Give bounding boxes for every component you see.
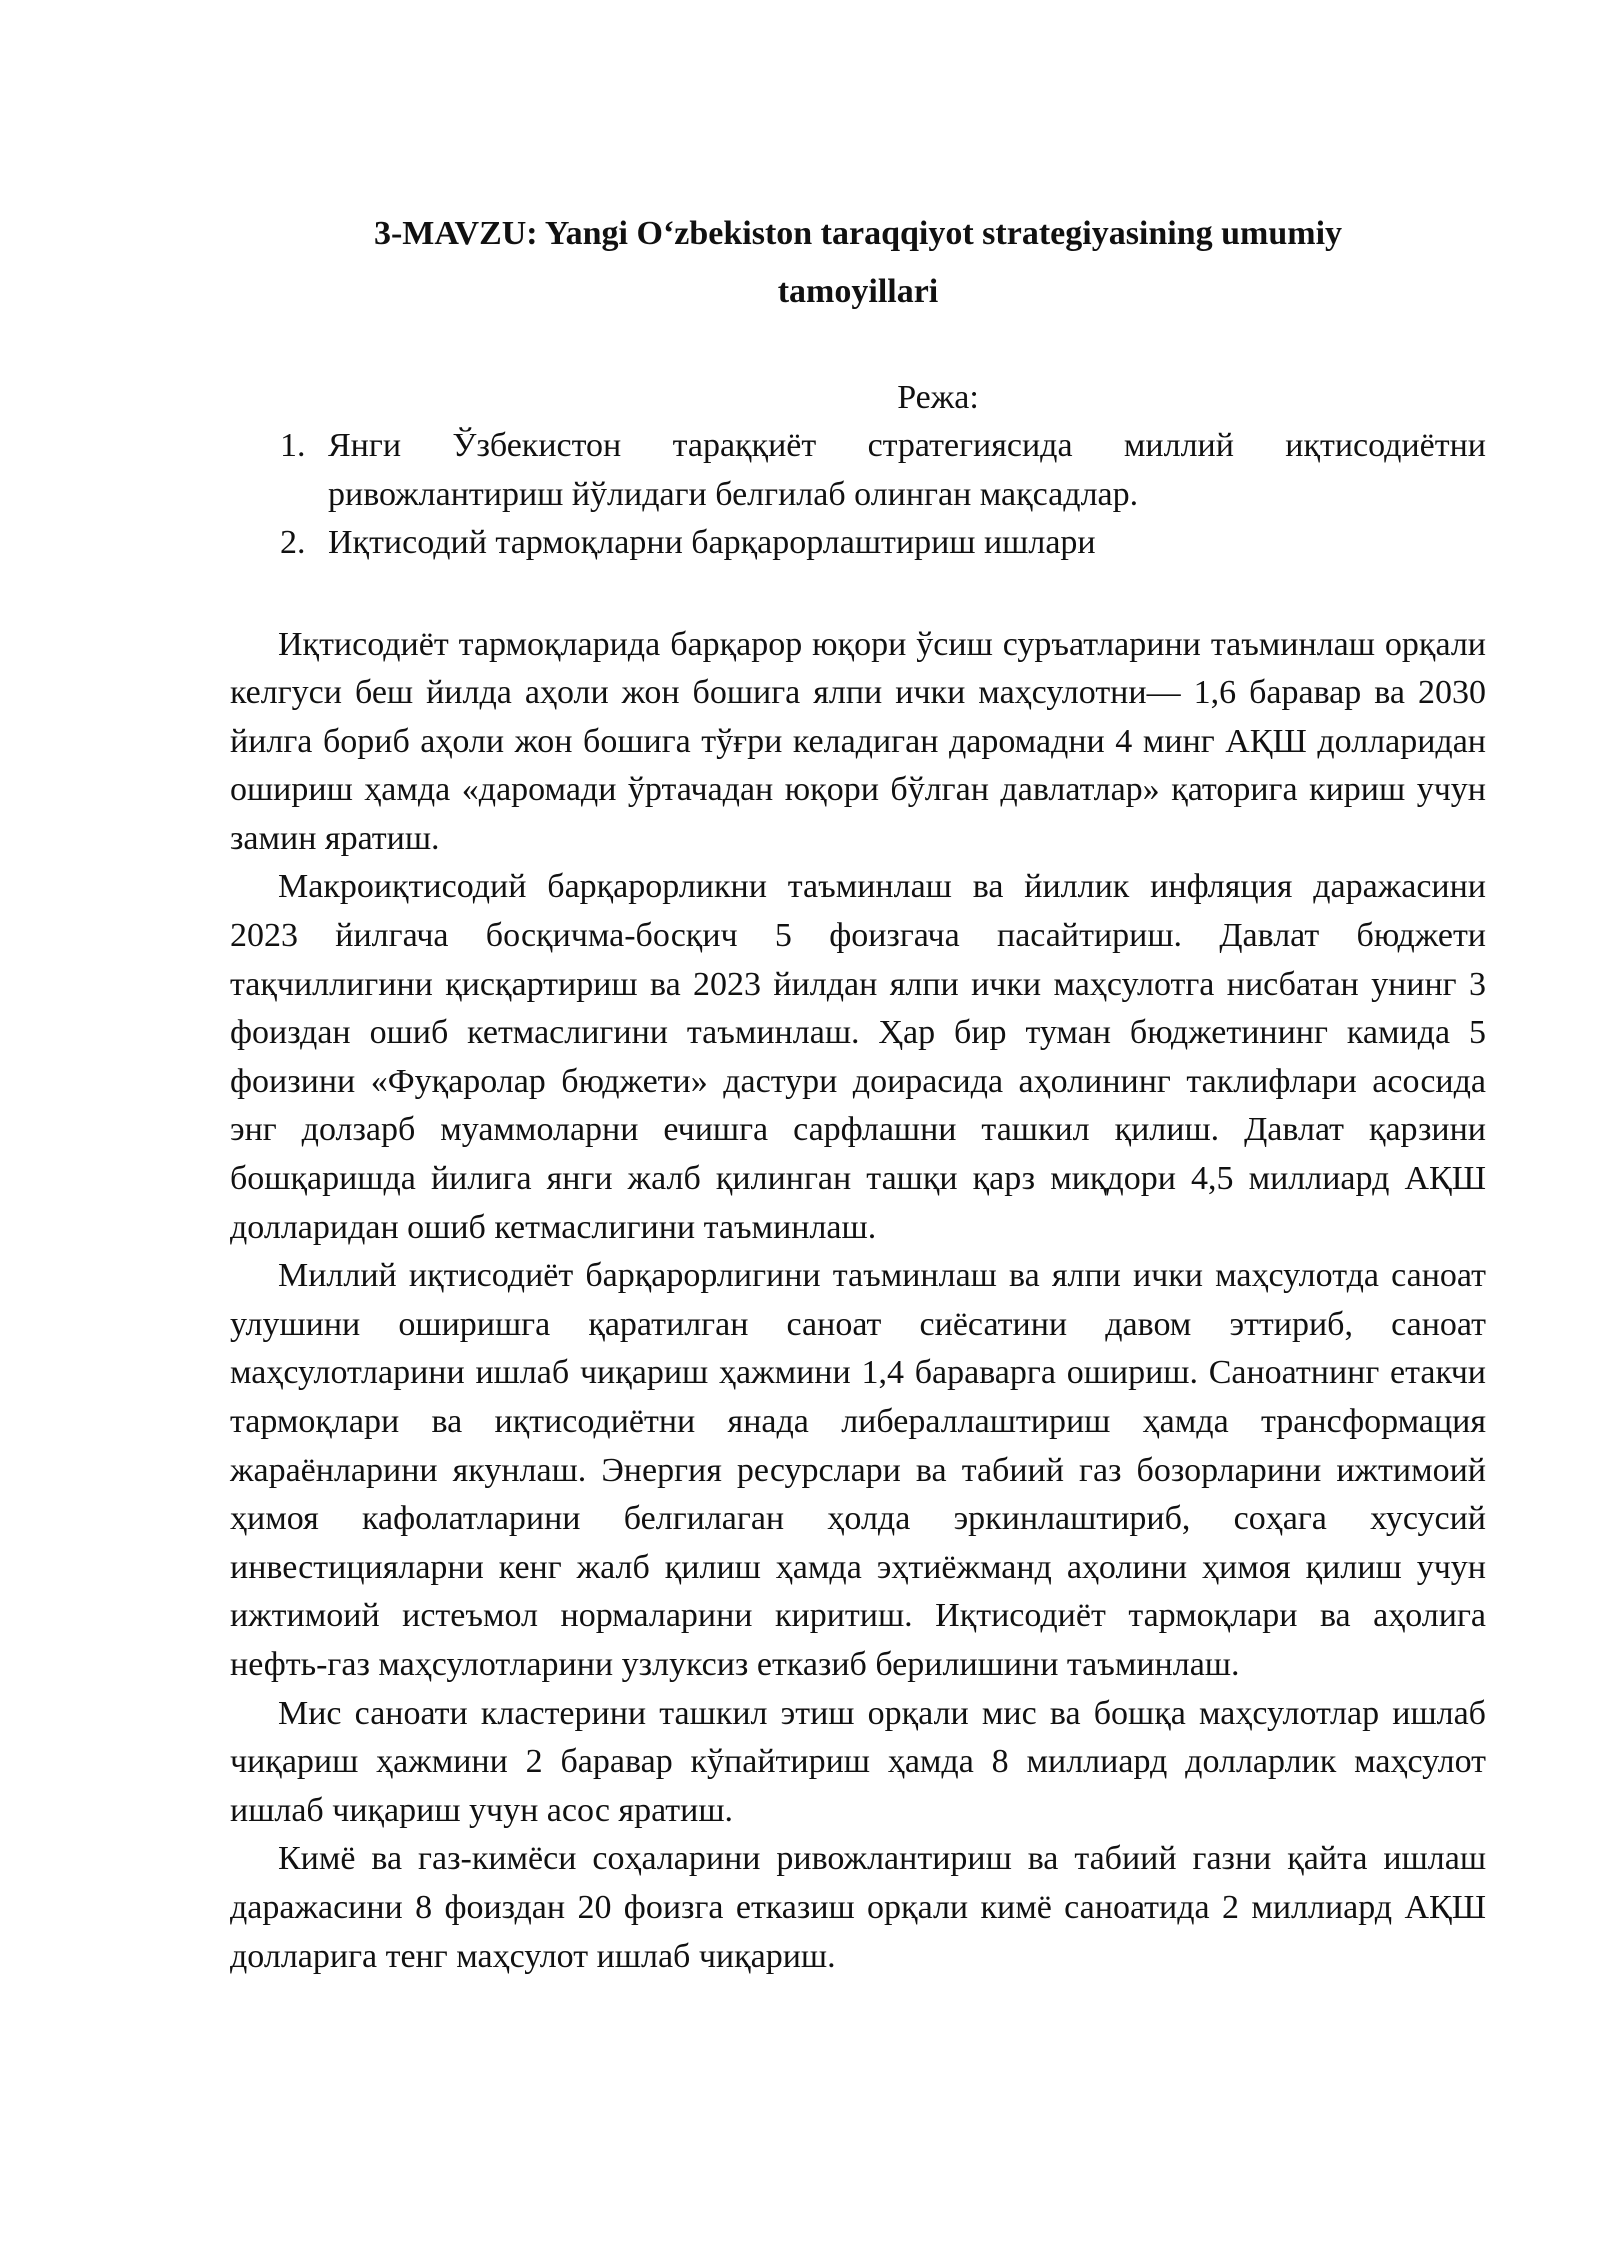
- plan-item: [230, 422, 1486, 519]
- paragraph: Кимё ва газ-кимёси соҳаларини ривожлантириш ва табиий газни қайта ишлаш даражасини 8 фоиздан 20 фоизга етказиш орқали кимё саноатида 2 миллиард АҚШ долларига тенг маҳсулот ишлаб чиқариш.: [230, 1840, 1486, 1975]
- body-text: [230, 621, 1486, 1982]
- plan-item: [230, 519, 1486, 568]
- document-title: 3-MAVZU: Yangi O‘zbekiston taraqqiyot strategiyasining umumiy tamoyillari: [373, 215, 1343, 310]
- paragraph: Миллий иқтисодиёт барқарорлигини таъминлаш ва ялпи ички маҳсулотда саноат улушини оширишга қаратилган саноат сиёсатини давом эттириб, саноат маҳсулотларини ишлаб чиқариш ҳажмини 1,4 бараварга ошириш. Саноатнинг етакчи тармоқлари ва иқтисодиётни янада либераллаштириш ҳамда трансформация жараёнларини якунлаш. Энергия ресурслари ва табиий газ бозорларини ижтимоий ҳимоя кафолатларини белгилаган ҳолда эркинлаштириб, соҳага хусусий инвестицияларни кенг жалб қилиш ҳамда эҳтиёжманд аҳолини ҳимоя қилиш учун ижтимоий истеъмол нормаларини киритиш. Иқтисодиёт тармоқлари ва аҳолига нефть-газ маҳсулотларини узлуксиз етказиб берилишини таъминлаш.: [230, 1257, 1486, 1683]
- plan-list: [230, 422, 1486, 568]
- document-page: [230, 205, 1486, 1981]
- plan-item-number: 2.: [280, 524, 306, 561]
- plan-item-number: 1.: [280, 427, 306, 464]
- plan-item-text: Иқтисодий тармоқларни барқарорлаштириш ишлари: [328, 524, 1096, 561]
- paragraph: Макроиқтисодий барқарорликни таъминлаш ва йиллик инфляция даражасини 2023 йилгача босқичма-босқич 5 фоизгача пасайтириш. Давлат бюджети тақчиллигини қисқартириш ва 2023 йилдан ялпи ички маҳсулотга нисбатан унинг 3 фоиздан ошиб кетмаслигини таъминлаш. Ҳар бир туман бюджетининг камида 5 фоизини «Фуқаролар бюджети» дастури доирасида аҳолининг таклифлари асосида энг долзарб муаммоларни ечишга сарфлашни ташкил қилиш. Давлат қарзини бошқаришда йилига янги жалб қилинган ташқи қарз миқдори 4,5 миллиард АҚШ долларидан ошиб кетмаслигини таъминлаш.: [230, 868, 1486, 1246]
- paragraph: Иқтисодиёт тармоқларида барқарор юқори ўсиш суръатларини таъминлаш орқали келгуси беш йилда аҳоли жон бошига ялпи ички маҳсулотни— 1,6 баравар ва 2030 йилга бориб аҳоли жон бошига тўғри келадиган даромадни 4 минг АҚШ долларидан ошириш ҳамда «даромади ўртачадан юқори бўлган давлатлар» қаторига кириш учун замин яратиш.: [230, 625, 1486, 857]
- plan-heading: Режа:: [897, 379, 979, 416]
- paragraph: Мис саноати кластерини ташкил этиш орқали мис ва бошқа маҳсулотлар ишлаб чиқариш ҳажмини 2 баравар кўпайтириш ҳамда 8 миллиард долларлик маҳсулот ишлаб чиқариш учун асос яратиш.: [230, 1694, 1486, 1829]
- plan-item-text: Янги Ўзбекистон тараққиёт стратегиясида миллий иқтисодиётни ривожлантириш йўлидаги белгилаб олинган мақсадлар.: [328, 427, 1486, 513]
